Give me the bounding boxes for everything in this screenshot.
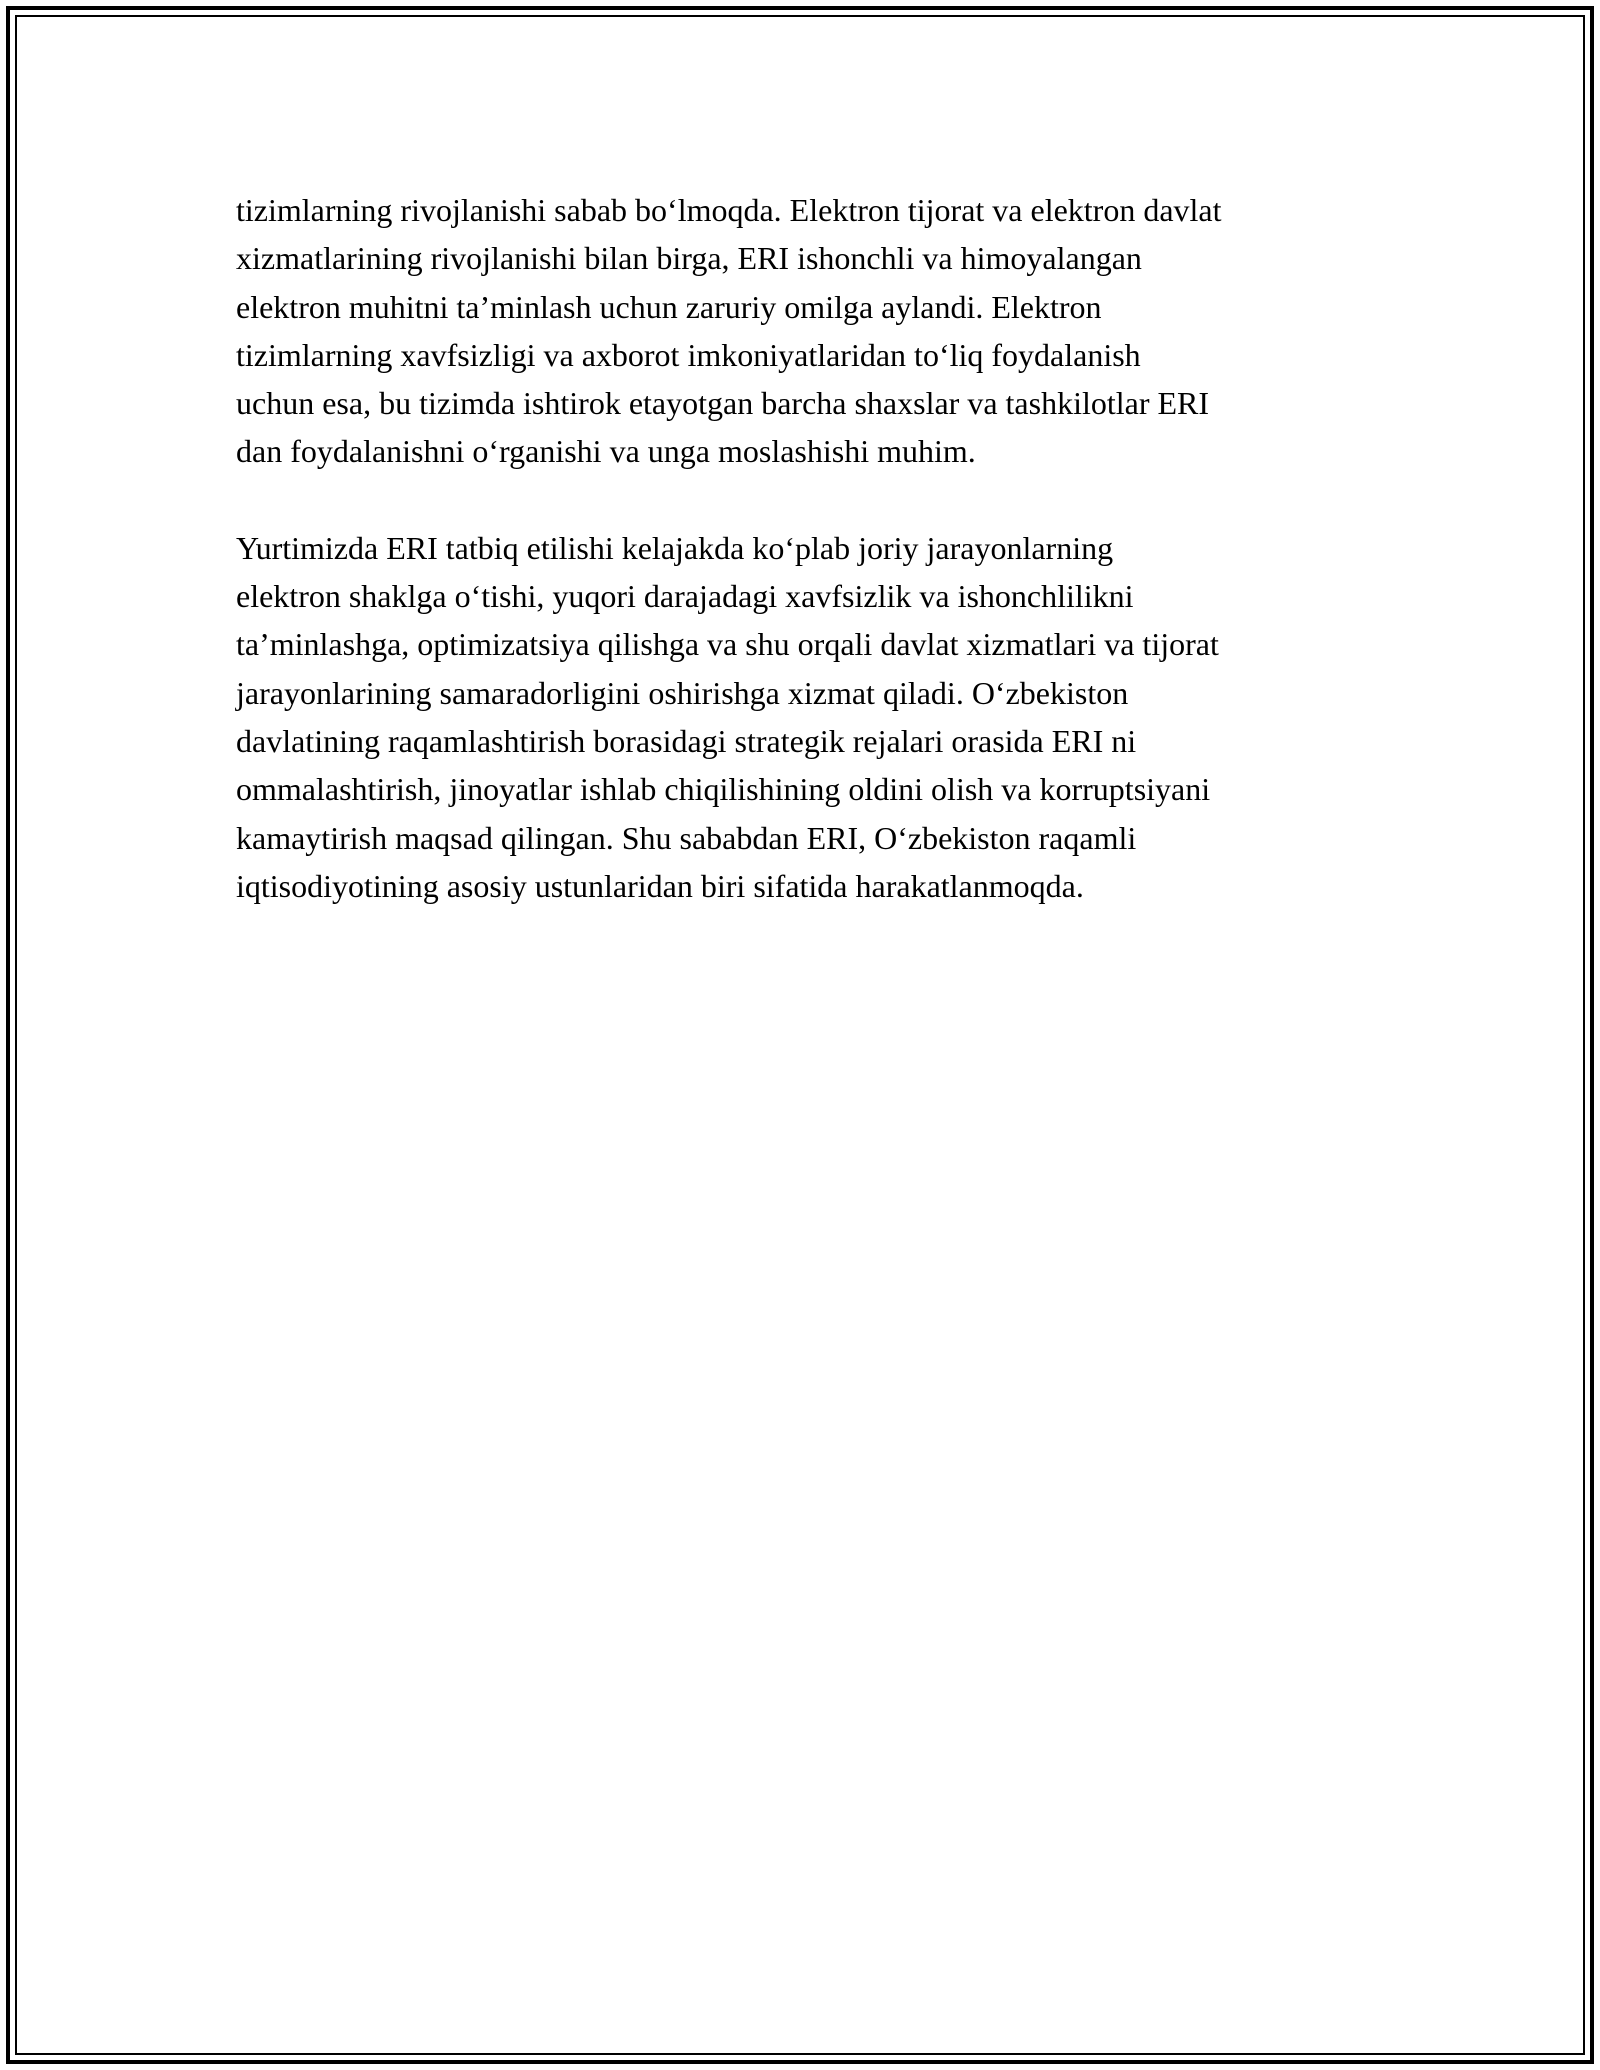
text-line: ta’minlashga, optimizatsiya qilishga va shu orqali davlat xizmatlari va tijorat xyxy=(236,626,1219,663)
text-line: uchun esa, bu tizimda ishtirok etayotgan barcha shaxslar va tashkilotlar ERI xyxy=(236,385,1210,422)
text-line: jarayonlarining samaradorligini oshirishga xizmat qiladi. O‘zbekiston xyxy=(236,674,1129,711)
document-body xyxy=(236,186,1376,910)
text-line: elektron muhitni ta’minlash uchun zaruriy omilga aylandi. Elektron xyxy=(236,288,1102,325)
text-line: ommalashtirish, jinoyatlar ishlab chiqilishining oldini olish va korruptsiyani xyxy=(236,771,1211,808)
text-line: dan foydalanishni o‘rganishi va unga moslashishi muhim. xyxy=(236,433,976,470)
text-line: elektron shaklga o‘tishi, yuqori darajadagi xavfsizlik va ishonchlilikni xyxy=(236,578,1134,615)
text-line: tizimlarning xavfsizligi va axborot imkoniyatlaridan to‘liq foydalanish xyxy=(236,336,1141,373)
text-line: davlatining raqamlashtirish borasidagi strategik rejalari orasida ERI ni xyxy=(236,722,1137,759)
paragraph-2 xyxy=(236,524,1376,910)
text-line: tizimlarning rivojlanishi sabab bo‘lmoqda. Elektron tijorat va elektron davlat xyxy=(236,192,1222,228)
text-line: xizmatlarining rivojlanishi bilan birga, ERI ishonchli va himoyalangan xyxy=(236,240,1142,277)
text-line: kamaytirish maqsad qilingan. Shu sababdan ERI, O‘zbekiston raqamli xyxy=(236,819,1137,856)
paragraph-1 xyxy=(236,186,1376,476)
text-line: iqtisodiyotining asosiy ustunlaridan biri sifatida harakatlanmoqda. xyxy=(236,867,1084,904)
text-line: Yurtimizda ERI tatbiq etilishi kelajakda ko‘plab joriy jarayonlarning xyxy=(236,529,1114,566)
